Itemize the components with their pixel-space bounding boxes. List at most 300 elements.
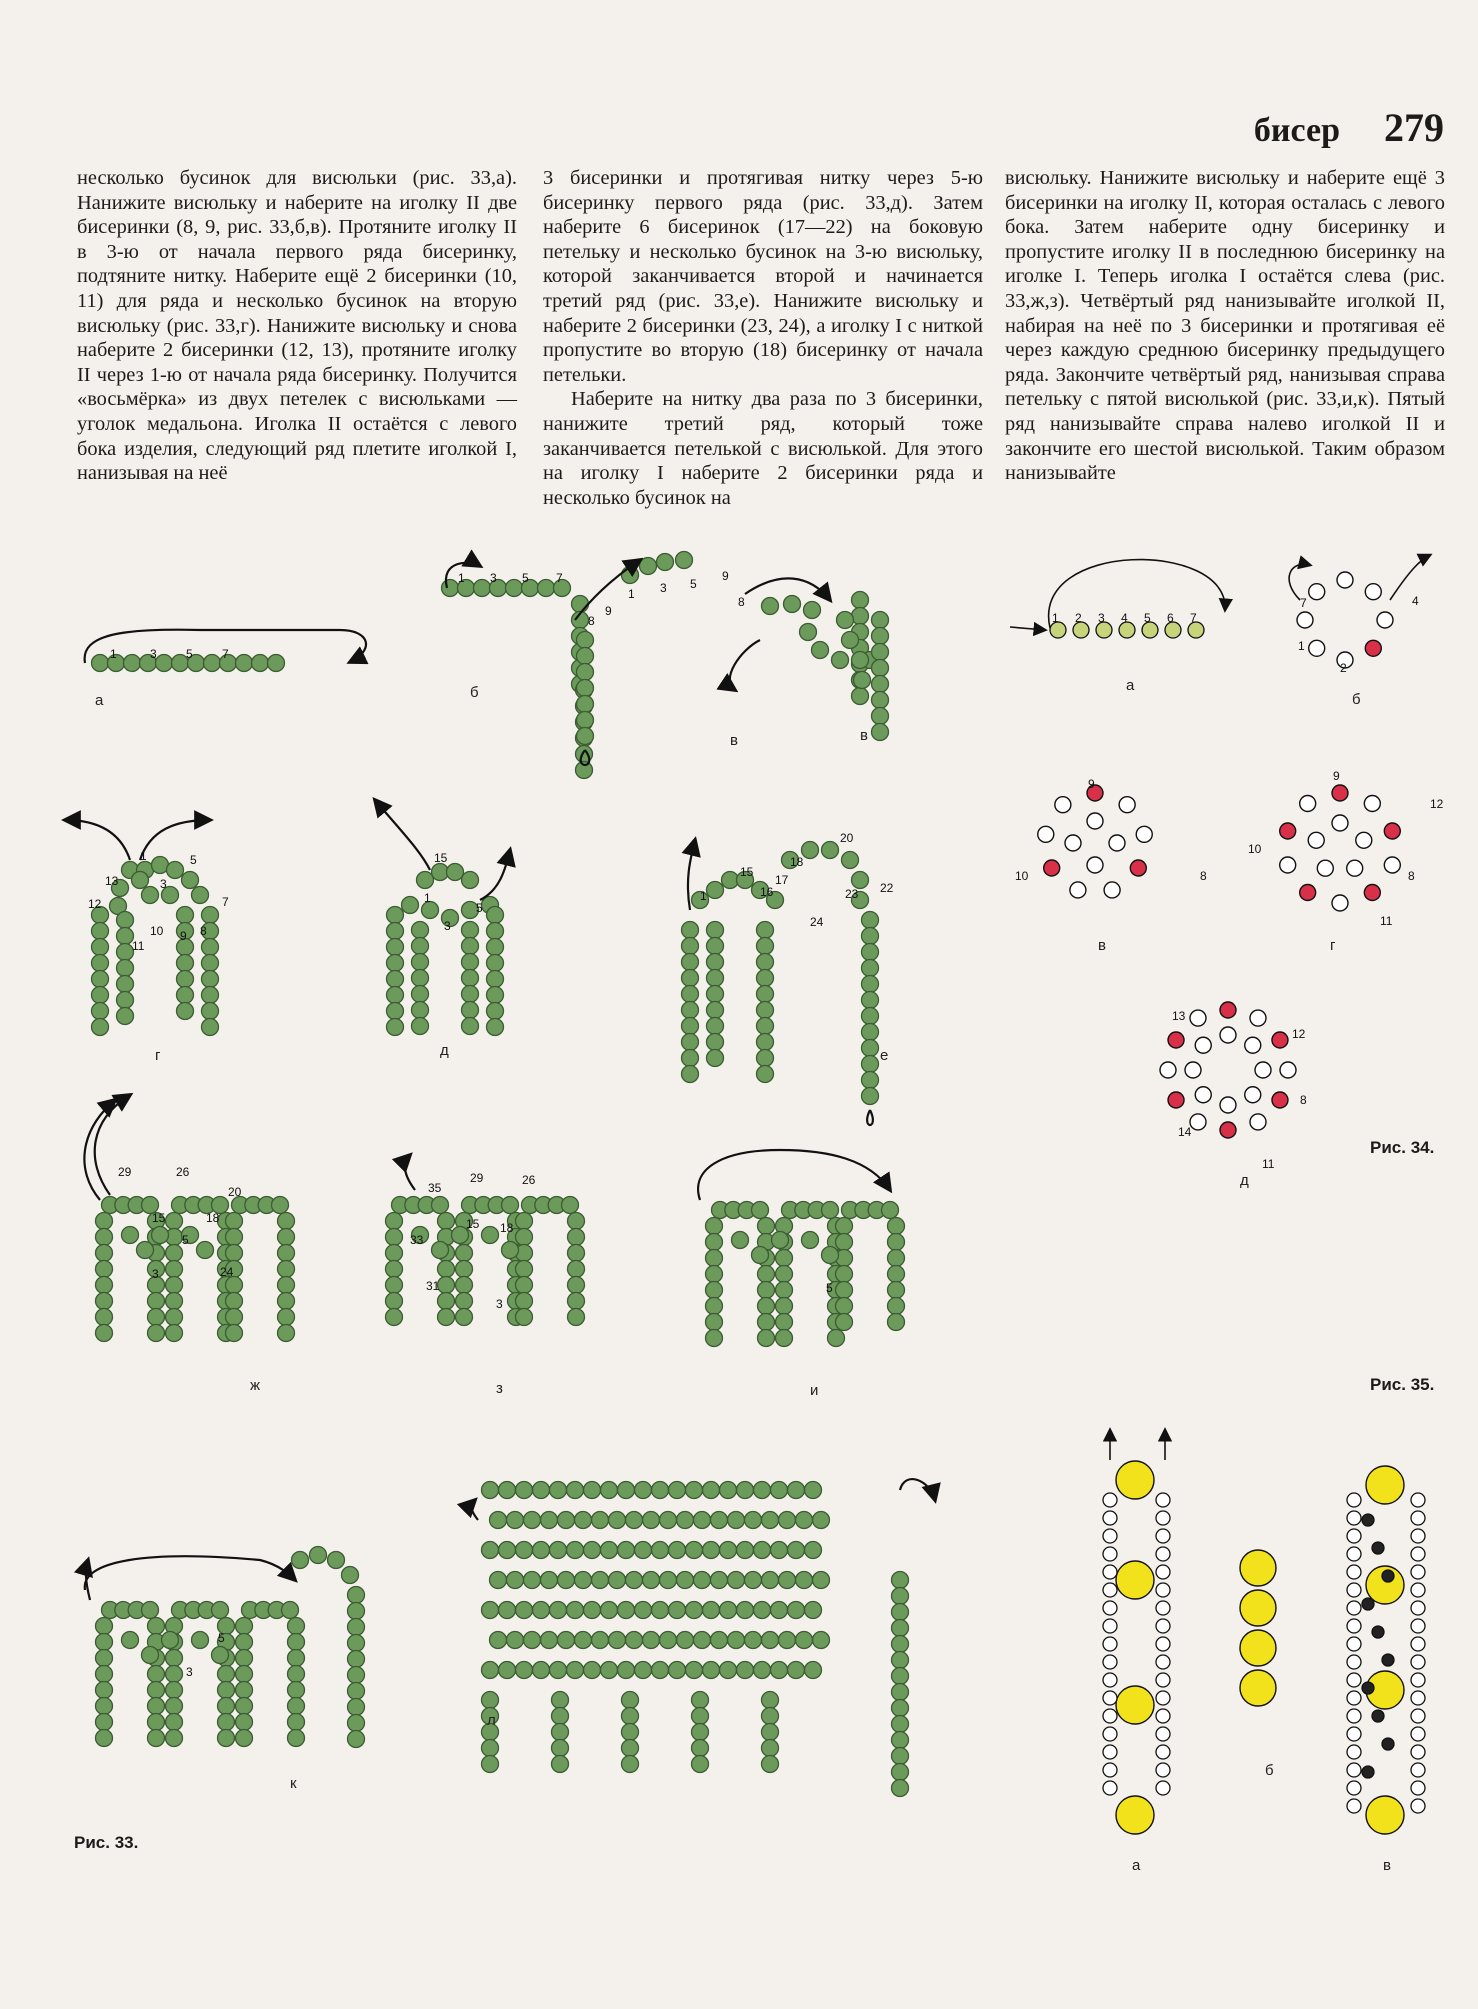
bead-number: 15	[466, 1217, 480, 1231]
bead	[487, 1003, 504, 1020]
bead	[836, 1266, 853, 1283]
bead	[776, 1330, 793, 1347]
bead-number: 9	[605, 604, 612, 618]
bead	[148, 1325, 165, 1342]
bead	[226, 1325, 243, 1342]
bead	[117, 944, 134, 961]
bead	[282, 1602, 299, 1619]
bead	[96, 1309, 113, 1326]
bead	[707, 954, 724, 971]
bead	[236, 655, 253, 672]
bead	[892, 1652, 909, 1669]
bead	[1272, 1032, 1288, 1048]
bead	[288, 1650, 305, 1667]
bead	[348, 1715, 365, 1732]
bead	[177, 1003, 194, 1020]
bead	[432, 1197, 449, 1214]
bead	[278, 1229, 295, 1246]
bead	[788, 1482, 805, 1499]
bead-number: 8	[1300, 1093, 1307, 1107]
bead-number: 7	[1190, 611, 1197, 625]
bead-number: 11	[1380, 914, 1393, 928]
bead	[516, 1662, 533, 1679]
bead	[236, 1730, 253, 1747]
bead	[1220, 1122, 1236, 1138]
bead	[1362, 1682, 1374, 1694]
bead	[737, 1602, 754, 1619]
bead	[1055, 797, 1071, 813]
bead	[117, 928, 134, 945]
bead	[278, 1213, 295, 1230]
bead	[1065, 835, 1081, 851]
bead	[348, 1603, 365, 1620]
bead	[166, 1325, 183, 1342]
bead	[438, 1261, 455, 1278]
bead	[692, 1692, 709, 1709]
bead	[1156, 1673, 1170, 1687]
bead	[707, 1050, 724, 1067]
fig34-caption: Рис. 34.	[1370, 1138, 1435, 1157]
bead	[677, 1572, 694, 1589]
bead	[776, 1298, 793, 1315]
bead	[1347, 1619, 1361, 1633]
bead	[752, 1247, 769, 1264]
page-number: 279	[1384, 105, 1444, 150]
bead-number: 3	[186, 1665, 193, 1679]
bead	[117, 912, 134, 929]
bead-number: 7	[1300, 596, 1307, 610]
bead	[577, 696, 594, 713]
bead	[707, 1018, 724, 1035]
bead-number: 5	[476, 901, 483, 915]
bead	[96, 1293, 113, 1310]
bead	[575, 1632, 592, 1649]
bead	[96, 1698, 113, 1715]
bead	[218, 1730, 235, 1747]
bead	[387, 939, 404, 956]
bead-number: 3	[152, 1267, 159, 1281]
bead	[348, 1699, 365, 1716]
bead	[745, 1512, 762, 1529]
bead	[1347, 1637, 1361, 1651]
bead	[202, 939, 219, 956]
bead	[686, 1602, 703, 1619]
bead	[1280, 857, 1296, 873]
bead	[1103, 1601, 1117, 1615]
bead-number: 15	[152, 1211, 166, 1225]
bead	[204, 655, 221, 672]
bead	[166, 1261, 183, 1278]
bead	[462, 986, 479, 1003]
bead	[1411, 1493, 1425, 1507]
bead	[386, 1245, 403, 1262]
bead	[562, 1197, 579, 1214]
bead	[822, 842, 839, 859]
bead	[592, 1572, 609, 1589]
bead	[1103, 1745, 1117, 1759]
bead	[1382, 1570, 1394, 1582]
bead	[703, 1482, 720, 1499]
bead	[757, 1018, 774, 1035]
panel-label: в	[1098, 937, 1106, 954]
bead	[348, 1587, 365, 1604]
bead	[92, 1019, 109, 1036]
bead	[96, 1325, 113, 1342]
bead	[1245, 1037, 1261, 1053]
bead	[148, 1666, 165, 1683]
bead	[1411, 1565, 1425, 1579]
bead	[1347, 1547, 1361, 1561]
bead-number: 16	[760, 885, 774, 899]
bead	[516, 1293, 533, 1310]
thread	[480, 850, 510, 900]
bead	[852, 688, 869, 705]
bead	[796, 1632, 813, 1649]
bead	[462, 954, 479, 971]
bead	[1103, 1619, 1117, 1633]
bead	[412, 954, 429, 971]
bead	[882, 1202, 899, 1219]
bead	[1280, 1062, 1296, 1078]
bead	[387, 987, 404, 1004]
thread	[472, 1500, 478, 1520]
bead	[142, 1602, 159, 1619]
bead	[682, 1002, 699, 1019]
bead	[348, 1635, 365, 1652]
bead	[706, 1298, 723, 1315]
fig33-threads	[65, 560, 935, 1600]
bead	[1382, 1738, 1394, 1750]
bead	[482, 1482, 499, 1499]
bead	[278, 1277, 295, 1294]
bead-number: 5	[522, 571, 529, 585]
bead	[754, 1602, 771, 1619]
bead	[711, 1572, 728, 1589]
bead	[226, 1309, 243, 1326]
bead-number: 14	[1178, 1125, 1192, 1139]
bead	[1364, 884, 1380, 900]
bead	[888, 1314, 905, 1331]
bead	[166, 1277, 183, 1294]
bead	[1411, 1637, 1425, 1651]
bead	[1362, 1514, 1374, 1526]
bead	[387, 907, 404, 924]
bead-number: 1	[1052, 611, 1059, 625]
bead	[828, 1330, 845, 1347]
bead	[1337, 572, 1353, 588]
bead	[386, 1229, 403, 1246]
bead	[852, 592, 869, 609]
fig35-caption: Рис. 35.	[1370, 1375, 1435, 1394]
bead-number: 1	[458, 571, 465, 585]
bead	[888, 1250, 905, 1267]
bead	[1103, 1565, 1117, 1579]
bead	[148, 1730, 165, 1747]
bead	[1156, 1601, 1170, 1615]
bead	[1372, 1710, 1384, 1722]
bead	[487, 1019, 504, 1036]
bead	[1103, 1547, 1117, 1561]
bead	[1411, 1547, 1425, 1561]
bead	[292, 1552, 309, 1569]
bead	[288, 1714, 305, 1731]
panel-label: л	[487, 1712, 496, 1729]
bead	[1185, 1062, 1201, 1078]
bead	[487, 987, 504, 1004]
bead	[177, 971, 194, 988]
bead	[192, 1632, 209, 1649]
bead-number: 18	[790, 855, 804, 869]
bead	[892, 1636, 909, 1653]
bead	[462, 872, 479, 889]
bead	[387, 1019, 404, 1036]
bead	[1300, 884, 1316, 900]
figure-34-35	[990, 0, 1478, 2009]
bead	[252, 655, 269, 672]
bead	[1411, 1727, 1425, 1741]
bead	[686, 1482, 703, 1499]
bead-number: 10	[1015, 869, 1029, 883]
bead	[1156, 1745, 1170, 1759]
bead	[682, 1018, 699, 1035]
bead	[1308, 832, 1324, 848]
bead	[707, 970, 724, 987]
bead	[609, 1572, 626, 1589]
bead	[507, 1512, 524, 1529]
bead	[212, 1602, 229, 1619]
bead	[754, 1542, 771, 1559]
bead	[1103, 1709, 1117, 1723]
bead	[1364, 796, 1380, 812]
bead	[757, 970, 774, 987]
bead-number: 8	[1408, 869, 1415, 883]
bead	[96, 1245, 113, 1262]
bead	[837, 612, 854, 629]
bead	[771, 1482, 788, 1499]
bead	[762, 598, 779, 615]
bead-number: 8	[588, 614, 595, 628]
bead	[892, 1684, 909, 1701]
bead	[482, 1662, 499, 1679]
bead	[541, 1512, 558, 1529]
bead	[682, 954, 699, 971]
thread	[405, 1155, 415, 1190]
bead	[538, 580, 555, 597]
bead	[584, 1602, 601, 1619]
bead	[1347, 1655, 1361, 1669]
bead	[609, 1632, 626, 1649]
bead	[499, 1482, 516, 1499]
panel-label: и	[810, 1382, 819, 1399]
bead	[1297, 612, 1313, 628]
bead	[552, 1692, 569, 1709]
bead	[601, 1482, 618, 1499]
bead	[278, 1245, 295, 1262]
bead	[387, 1003, 404, 1020]
bead	[762, 1708, 779, 1725]
bead	[166, 1682, 183, 1699]
bead	[166, 1293, 183, 1310]
bead	[754, 1482, 771, 1499]
bead	[728, 1512, 745, 1529]
bead	[438, 1213, 455, 1230]
bead	[1250, 1010, 1266, 1026]
bead	[462, 922, 479, 939]
fig33-caption: Рис. 33.	[74, 1833, 139, 1852]
bead	[1240, 1670, 1276, 1706]
bead	[758, 1282, 775, 1299]
bead	[732, 1232, 749, 1249]
bead-number: 5	[1144, 611, 1151, 625]
bead	[577, 648, 594, 665]
bead	[278, 1293, 295, 1310]
bead	[236, 1650, 253, 1667]
paragraph: 3 бисеринки и протягивая нитку через 5-ю бисеринку первого ряда (рис. 33,д). Затем наберите 6 бисеринок (17—22) на боковую петельку и несколько бусинок на 3-ю висюльку, которой заканчивается второй и начинается третий ряд (рис. 33,е). Нанижите висюльку и наберите 2 бисеринки (23, 24), а иголку I с ниткой пропустите во вторую (18) бисеринку от начала петельки.	[543, 167, 983, 386]
bead-number: 10	[150, 924, 164, 938]
panel-label: в	[1383, 1857, 1391, 1874]
bead	[1411, 1709, 1425, 1723]
bead	[1309, 584, 1325, 600]
bead	[762, 1572, 779, 1589]
bead	[635, 1482, 652, 1499]
bead	[1372, 1542, 1384, 1554]
bead	[779, 1572, 796, 1589]
bead	[626, 1632, 643, 1649]
bead	[706, 1218, 723, 1235]
bead	[802, 1232, 819, 1249]
bead	[1366, 1796, 1404, 1834]
bead	[771, 1542, 788, 1559]
bead	[1156, 1529, 1170, 1543]
bead	[618, 1542, 635, 1559]
bead	[1366, 1466, 1404, 1504]
bead	[660, 1572, 677, 1589]
bead	[218, 1698, 235, 1715]
bead	[96, 1714, 113, 1731]
bead	[669, 1602, 686, 1619]
bead	[117, 992, 134, 1009]
bead	[622, 1756, 639, 1773]
bead	[288, 1634, 305, 1651]
bead	[862, 1008, 879, 1025]
bead	[516, 1482, 533, 1499]
bead	[402, 897, 419, 914]
bead-number: 20	[840, 831, 854, 845]
bead	[888, 1234, 905, 1251]
bead	[618, 1662, 635, 1679]
bead	[706, 1282, 723, 1299]
bead	[1347, 1727, 1361, 1741]
bead	[142, 887, 159, 904]
bead	[584, 1542, 601, 1559]
bead	[96, 1277, 113, 1294]
bead	[762, 1724, 779, 1741]
bead	[707, 922, 724, 939]
bead	[122, 1632, 139, 1649]
bead	[572, 596, 589, 613]
bead	[550, 1602, 567, 1619]
bead	[1220, 1002, 1236, 1018]
bead	[533, 1482, 550, 1499]
bead	[626, 1572, 643, 1589]
bead	[1220, 1027, 1236, 1043]
bead	[1168, 1032, 1184, 1048]
bead	[1103, 1655, 1117, 1669]
bead	[1272, 1092, 1288, 1108]
bead	[92, 971, 109, 988]
bead	[482, 1756, 499, 1773]
bead	[524, 1572, 541, 1589]
bead	[832, 652, 849, 669]
bead	[1156, 1583, 1170, 1597]
bead-number: 7	[222, 647, 229, 661]
bead	[706, 1234, 723, 1251]
panel-label: б	[1265, 1762, 1274, 1779]
bead	[703, 1542, 720, 1559]
bead	[487, 971, 504, 988]
panel-label: д	[440, 1042, 449, 1059]
bead	[192, 887, 209, 904]
bead	[1347, 1565, 1361, 1579]
bead	[892, 1620, 909, 1637]
bead	[584, 1662, 601, 1679]
fig33-beads	[92, 552, 909, 1797]
bead	[167, 862, 184, 879]
bead	[1411, 1691, 1425, 1705]
bead-number: 7	[222, 895, 229, 909]
bead-number: 5	[826, 1281, 833, 1295]
thread	[140, 820, 210, 860]
bead-number: 18	[206, 1211, 220, 1225]
bead-number: 5	[186, 647, 193, 661]
bead	[888, 1218, 905, 1235]
bead	[516, 1277, 533, 1294]
bead-number: 5	[218, 1631, 225, 1645]
bead	[601, 1662, 618, 1679]
bead	[706, 1330, 723, 1347]
bead	[516, 1213, 533, 1230]
bead	[1362, 1598, 1374, 1610]
bead	[862, 960, 879, 977]
bead	[686, 1542, 703, 1559]
bead	[92, 1003, 109, 1020]
bead	[533, 1542, 550, 1559]
bead	[96, 1213, 113, 1230]
bead	[1119, 797, 1135, 813]
bead	[1116, 1561, 1154, 1599]
bead	[1104, 882, 1120, 898]
bead	[1160, 1062, 1176, 1078]
bead-number: 15	[740, 865, 754, 879]
bead	[1156, 1709, 1170, 1723]
bead	[177, 907, 194, 924]
bead	[456, 1261, 473, 1278]
bead-number: 15	[434, 851, 448, 865]
bead	[657, 554, 674, 571]
bead	[1195, 1037, 1211, 1053]
bead	[412, 922, 429, 939]
bead-number: 10	[1248, 842, 1262, 856]
bead	[1411, 1511, 1425, 1525]
bead	[490, 1572, 507, 1589]
bead	[711, 1512, 728, 1529]
bead	[779, 1632, 796, 1649]
bead	[862, 1056, 879, 1073]
bead	[1347, 1529, 1361, 1543]
bead	[1240, 1550, 1276, 1586]
bead	[862, 928, 879, 945]
bead	[487, 955, 504, 972]
